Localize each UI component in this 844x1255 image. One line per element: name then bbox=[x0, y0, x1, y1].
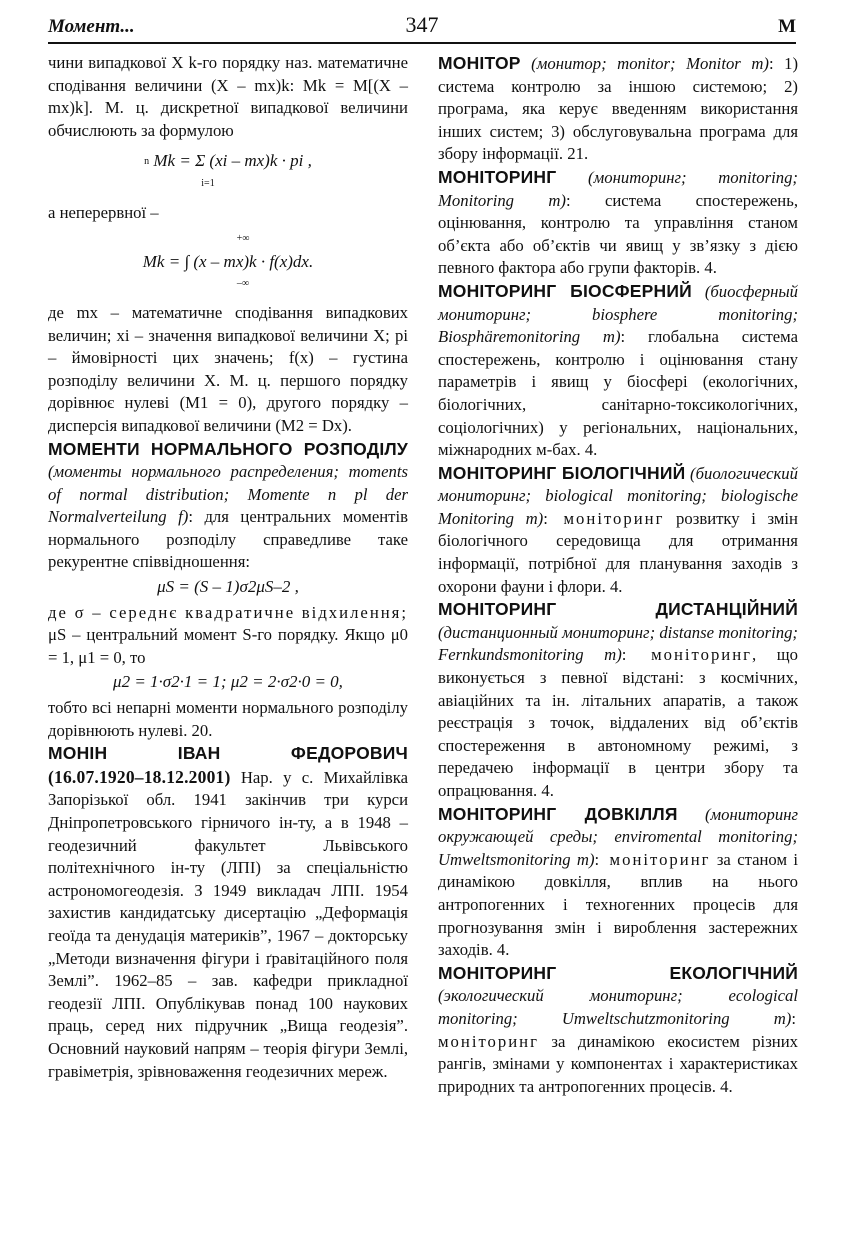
paragraph: а неперервної – bbox=[48, 202, 159, 222]
formula-moments: μ2 = 1·σ2·1 = 1; μ2 = 2·σ2·0 = 0, bbox=[113, 672, 343, 692]
entry-monitoring: МОНІТОРИНГ (мониторинг; monitoring; Monitoring m): система спостережень, оцінювання, контролю та управління станом об’єкта або об’єктів чи явищ у зв’язку з дією певного фактора або групи факторів. 4. bbox=[438, 166, 798, 278]
integral-lower-limit: –∞ bbox=[236, 278, 250, 290]
entry-dates: (16.07.1920–18.12.2001) bbox=[48, 766, 231, 787]
paragraph: чини випадкової X k-го порядку наз. математичне сподівання величини (X – mx)k: Mk = M[(X – mx)k]. М. ц. дискретної випадкової величини обчислюють за формулою bbox=[48, 53, 408, 140]
sum-lower-limit: i=1 bbox=[201, 177, 215, 189]
integral-upper-limit: +∞ bbox=[236, 233, 250, 245]
entry-monitoring-remote: МОНІТОРИНГ ДИСТАНЦІЙНИЙ (дистанционный мониторинг; distanse monitoring; Fernkundsmonitoring m): моніторинг, що виконується з певної відстані: з космічних, авіаційних та ін. літальних апаратів, а також реєстрація з точок, віддалених від об’єктів спостереження в автономному режимі, з передачею інформації в центри збору та опрацювання. 4. bbox=[438, 599, 798, 800]
formula-continuous: +∞ Mk = ∫ (x – mx)k · f(x)dx. –∞ bbox=[48, 228, 408, 296]
sum-sign: n bbox=[144, 156, 150, 168]
entry-term: МОМЕНТИ НОРМАЛЬНОГО РОЗПОДІЛУ bbox=[48, 438, 408, 459]
paragraph: тобто всі непарні моменти нормального розподілу дорівнюють нулеві. 20. bbox=[48, 698, 408, 740]
formula-discrete: n Mk = Σ (xi – mx)k · pi , i=1 bbox=[48, 150, 408, 195]
entry-body: : для центральних моментів нормального розподілу справедливе таке рекурентне співвідношення: bbox=[48, 507, 408, 572]
paragraph: де mx – математичне сподівання випадкових величин; xi – значення випадкової величини X; pi – ймовірності цих значень; f(x) – густина розподілу величини X. М. ц. першого порядку дорівнює нулеві (M1 = 0), другого порядку – дисперсія випадкової величини (M2 = Dx). bbox=[48, 302, 408, 435]
entry-monin bbox=[48, 742, 408, 1083]
entry-monitoring-biosphere: МОНІТОРИНГ БІОСФЕРНИЙ (биосферный мониторинг; biosphere monitoring; Biosphäremonitoring m): глобальна система спостережень, контролю і оцінювання стану параметрів і явищ у біосфері (екологічних, біологічних, санітарно-токсикологічних, соціологічних) у регіональних, національних, міжнародних м-бах. 4. bbox=[438, 280, 799, 460]
header-rule bbox=[48, 42, 796, 44]
entry-body: Нар. у с. Михайлівка Запорізької обл. 1941 закінчив три курси Дніпропетровського гірничого ін-ту, а в 1948 – геодезичний факультет Львівського політехнічного ін-ту (ЛПІ) за спеціальністю астрономогеодезія. З 1949 викладач ЛПІ. 1954 захистив кандидатську дисертацію „Деформація геоїда та денудація материків”, 1967 – докторську „Методи визначення фігури і ґравітаційного поля Землі”. 1962–85 – зав. кафедри прикладної геодезії ЛПІ. Опублікував понад 100 наукових праць, серед них підручник „Вища геодезія”. Основний науковий напрям – теорія фігури Землі, гравіметрія, зрівноваження геодезичних мереж. bbox=[48, 767, 408, 1081]
left-column bbox=[48, 52, 408, 1083]
entry-monitoring-environment: МОНІТОРИНГ ДОВКІЛЛЯ (мониторинг окружающей среды; enviromental monitoring; Umweltsmonitoring m): моніторинг за станом і динамікою довкілля, вплив на нього антропогенних і техногенних процесів для прогнозування змін і вироблення застережних заходів. 4. bbox=[438, 803, 799, 960]
formula-recurrence: μS = (S – 1)σ2μS–2 , bbox=[157, 577, 299, 597]
entry-translations: (моменты нормального распределения; moments of normal distribution; Momente n pl der Normalverteilung f) bbox=[48, 462, 408, 527]
section-letter: М bbox=[778, 16, 796, 37]
paragraph: де σ – середнє квадратичне відхилення; μS – центральний момент S-го порядку. Якщо μ0 = 1, μ1 = 0, то bbox=[48, 602, 408, 667]
entry-monitoring-ecological: МОНІТОРИНГ ЕКОЛОГІЧНИЙ (экологический мониторинг; ecological monitoring; Umweltschutzmonitoring m): моніторинг за динамікою екосистем різних рангів, змінами у компонентах і характеристиках природних та антропогенних процесів. 4. bbox=[438, 962, 798, 1096]
page-header bbox=[48, 10, 796, 44]
entry-term: МОНІН ІВАН ФЕДОРОВИЧ bbox=[48, 743, 408, 764]
page-number: 347 bbox=[405, 12, 439, 37]
right-column bbox=[438, 52, 798, 1098]
entry-monitor: МОНІТОР (монитор; monitor; Monitor m): 1) система контролю за іншою системою; 2) програма, яка керує введенням використання інших систем; 3) обслуговувальна програма для збору інформації. 21. bbox=[438, 53, 798, 164]
running-head: Момент... bbox=[48, 16, 135, 37]
entry-monitoring-biological: МОНІТОРИНГ БІОЛОГІЧНИЙ (биологический мониторинг; biological monitoring; biologische Monitoring m): моніторинг розвитку і змін біологічного середовища для отримання інформації, потрібної для планування заходів з охорони фауни і флори. 4. bbox=[438, 462, 798, 596]
entry-moments bbox=[48, 438, 408, 575]
